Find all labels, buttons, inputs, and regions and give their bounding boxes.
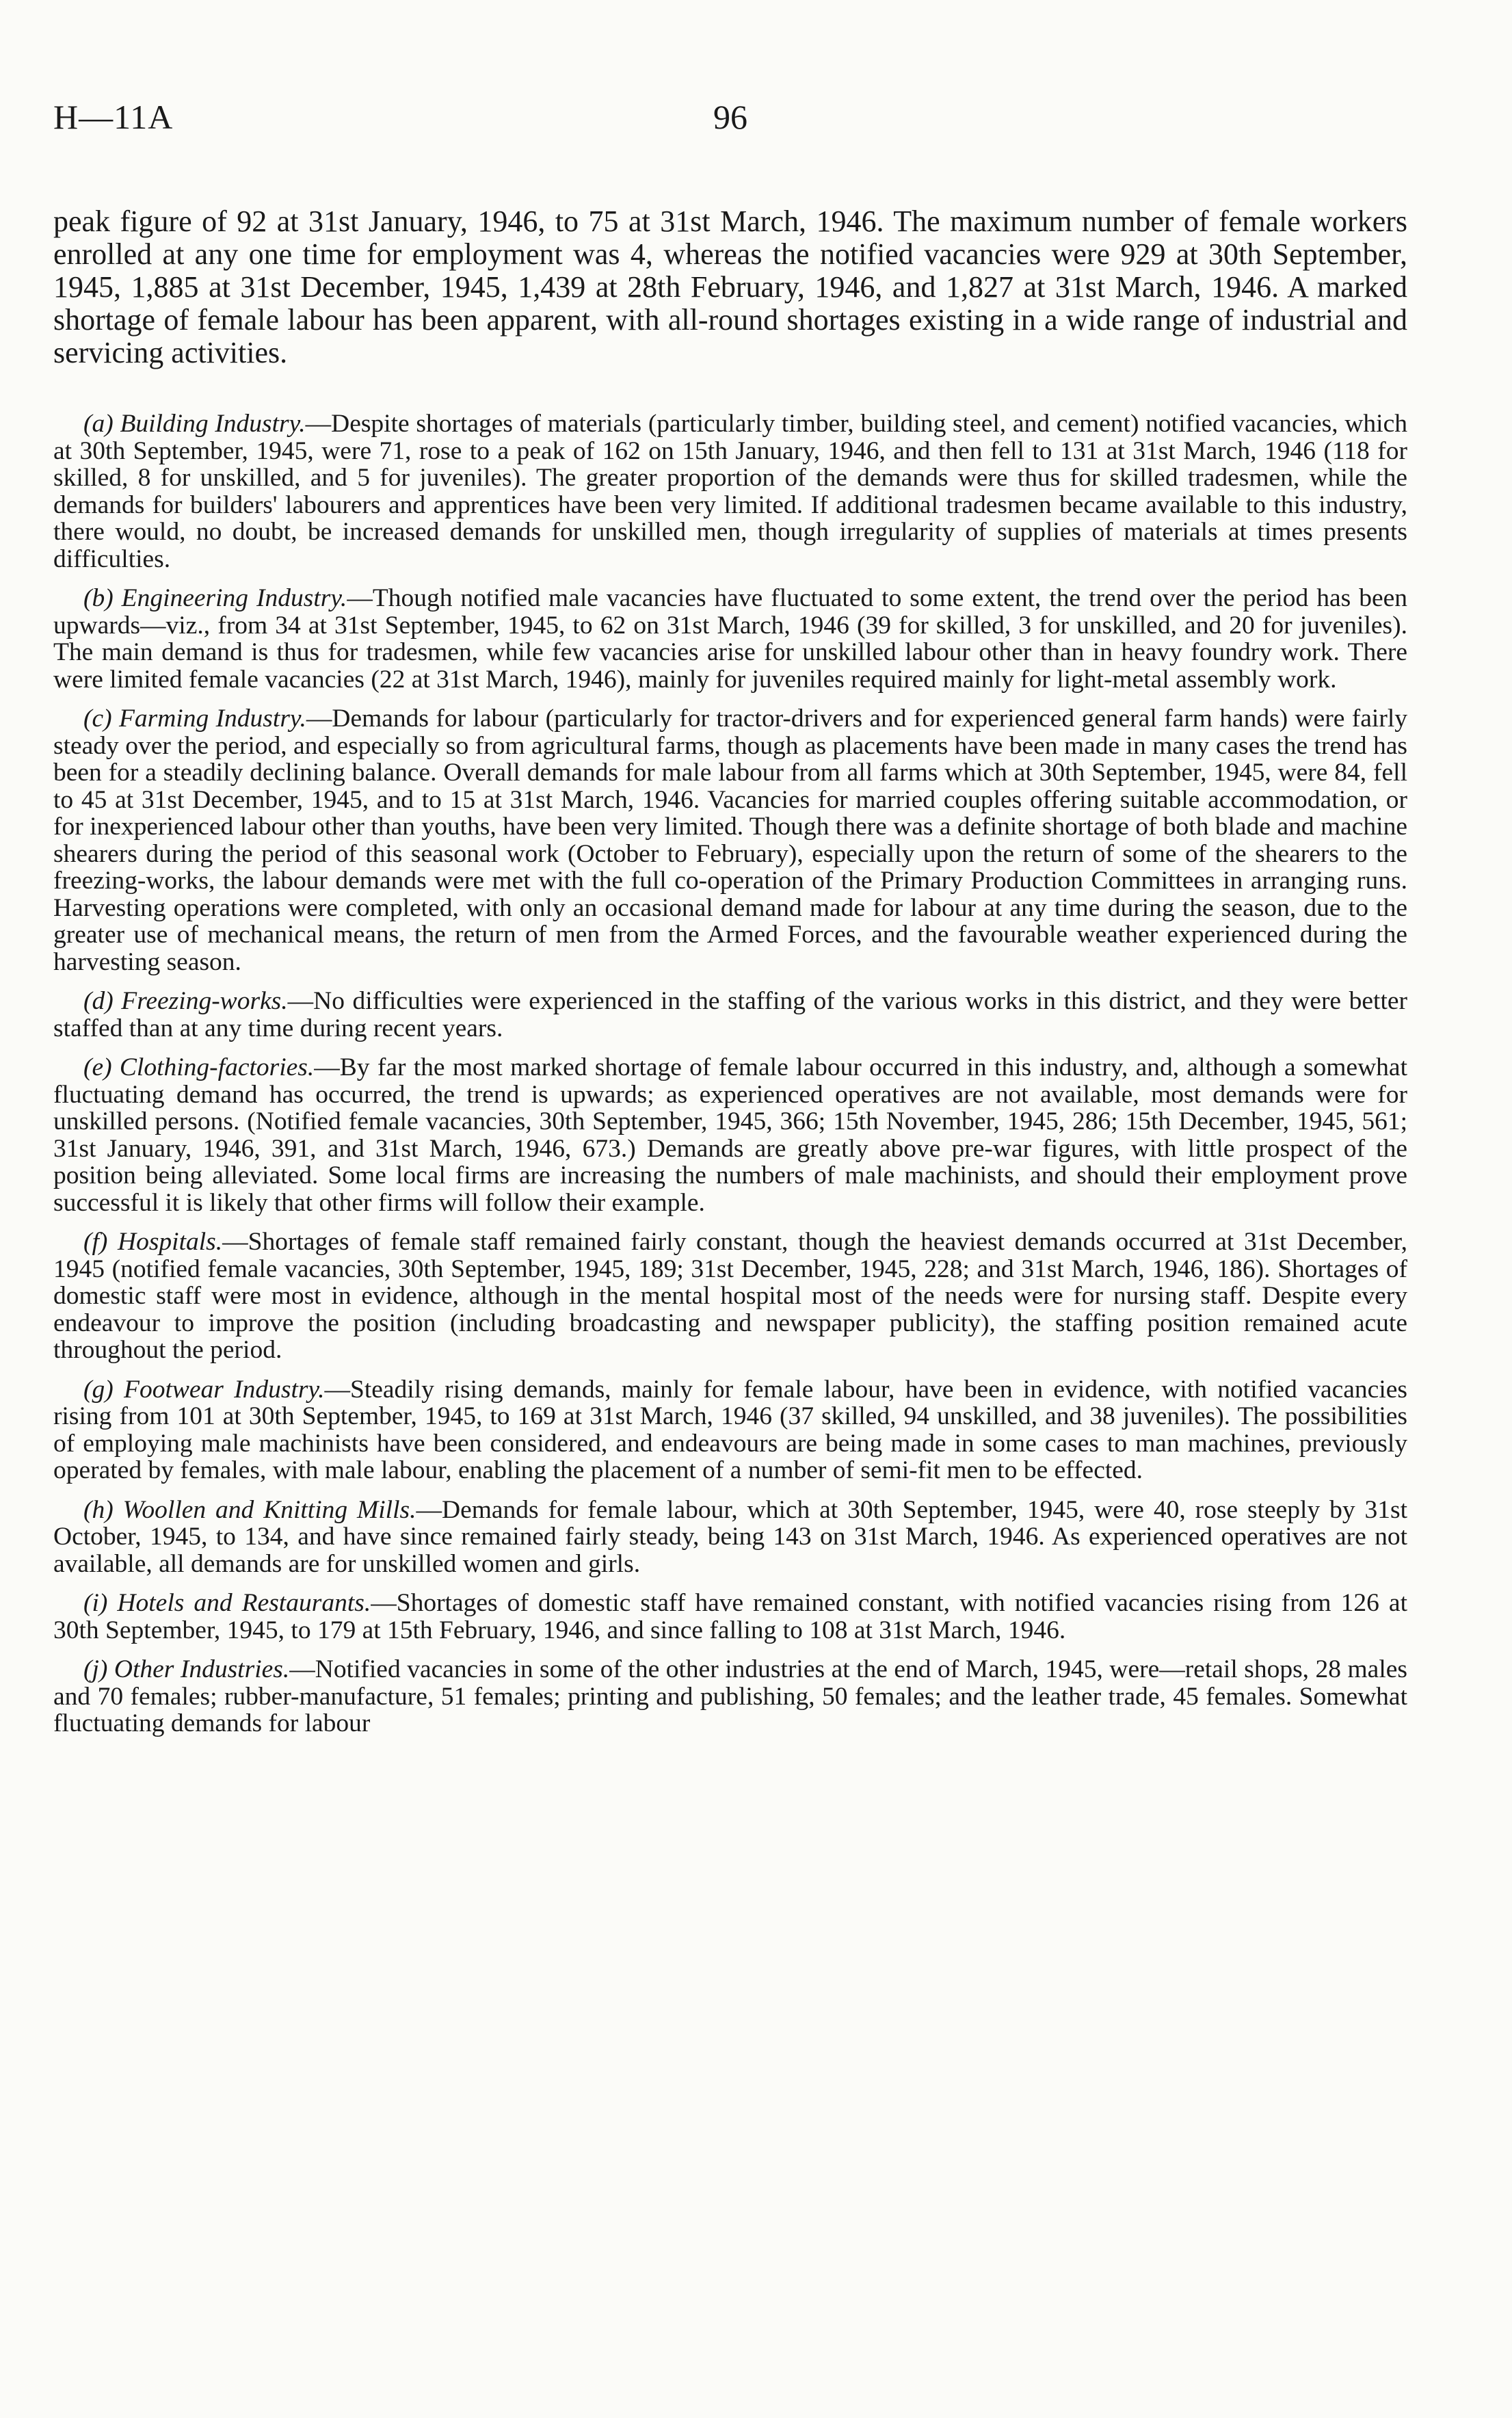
section-text: —Shortages of female staff remained fairly constant, though the heaviest demands occurred at 31st December, 1945 (notified female vacancies, 30th September, 1945, 189; 31st December, 1945, 228; and 31st March, 1946, 186). Shortages of domestic staff were most in evidence, although in the mental hospital most of the needs were for nursing staff. Despite every endeavour to improve the position (including broadcasting and newspaper publicity), the staffing position remained acute throughout the period. bbox=[53, 1228, 1407, 1364]
industry-sections bbox=[53, 410, 1407, 1750]
section-label: (g) Footwear Industry. bbox=[83, 1375, 325, 1404]
section-text: —Demands for labour (particularly for tractor-drivers and for experienced general farm hands) were fairly steady over the period, and especially so from agricultural farms, though as placements have been made in many cases the trend has been for a steadily declining balance. Overall demands for male labour from all farms which at 30th September, 1945, were 84, fell to 45 at 31st December, 1945, and to 15 at 31st March, 1946. Vacancies for married couples offering suitable accommodation, or for inexperienced labour other than youths, have been very limited. Though there was a definite shortage of both blade and machine shearers during the period of this seasonal work (October to February), especially upon the return of some of the shearers to the freezing-works, the labour demands were met with the full co-operation of the Primary Production Committees in arranging runs. Harvesting operations were completed, with only an occasional demand made for labour at any time during the season, due to the greater use of mechanical means, the return of men from the Armed Forces, and the favourable weather experienced during the harvesting season. bbox=[53, 705, 1408, 976]
section-label: (f) Hospitals. bbox=[83, 1228, 223, 1256]
section-label: (j) Other Industries. bbox=[83, 1655, 290, 1683]
section-label: (e) Clothing-factories. bbox=[83, 1053, 315, 1081]
section-text: —Notified vacancies in some of the other industries at the end of March, 1945, were—retail shops, 28 males and 70 females; rubber-manufacture, 51 females; printing and publishing, 50 females; and the leather trade, 45 females. Somewhat fluctuating demands for labour bbox=[53, 1655, 1407, 1737]
section-other-industries bbox=[53, 1656, 1407, 1737]
document-page bbox=[53, 89, 1408, 1737]
section-freezing-works bbox=[53, 988, 1407, 1042]
section-woollen-knitting bbox=[53, 1497, 1407, 1578]
section-hotels-restaurants bbox=[53, 1590, 1407, 1644]
section-footwear bbox=[53, 1376, 1407, 1484]
section-clothing-factories bbox=[53, 1054, 1407, 1216]
section-text: —Shortages of domestic staff have remained constant, with notified vacancies rising from 126 at 30th September, 1945, to 179 at 15th February, 1946, and since falling to 108 at 31st March, 1946. bbox=[53, 1589, 1407, 1644]
section-label: (b) Engineering Industry. bbox=[83, 584, 347, 612]
page-header bbox=[53, 89, 1407, 150]
section-hospitals bbox=[53, 1228, 1407, 1364]
section-text: —By far the most marked shortage of female labour occurred in this industry, and, although a somewhat fluctuating demand has occurred, the trend is upwards; as experienced operatives are not available, most demands were for unskilled persons. (Notified female vacancies, 30th September, 1945, 366; 15th November, 1945, 286; 15th December, 1945, 561; 31st January, 1946, 391, and 31st March, 1946, 673.) Demands are greatly above pre-war figures, with little prospect of the position being alleviated. Some local firms are increasing the numbers of male machinists, and should their employment prove successful it is likely that other firms will follow their example. bbox=[53, 1053, 1407, 1217]
section-label: (a) Building Industry. bbox=[83, 410, 306, 438]
page-number: 96 bbox=[713, 98, 747, 136]
section-engineering bbox=[53, 585, 1407, 693]
section-label: (d) Freezing-works. bbox=[83, 987, 288, 1015]
section-building bbox=[53, 410, 1407, 573]
section-text: —Despite shortages of materials (particularly timber, building steel, and cement) notified vacancies, which at 30th September, 1945, were 71, rose to a peak of 162 on 15th January, 1946, and then fell to 131 at 31st March, 1946 (118 for skilled, 8 for unskilled, and 5 for juveniles). The greater proportion of the demands were thus for skilled tradesmen, while the demands for builders' labourers and apprentices have been very limited. If additional tradesmen became available to this industry, there would, no doubt, be increased demands for unskilled men, though irregularity of supplies of materials at times presents difficulties. bbox=[53, 410, 1407, 573]
section-label: (i) Hotels and Restaurants. bbox=[83, 1589, 371, 1617]
section-text: —Demands for female labour, which at 30th September, 1945, were 40, rose steeply by 31st October, 1945, to 134, and have since remained fairly steady, being 143 on 31st March, 1946. As experienced operatives are not available, all demands are for unskilled women and girls. bbox=[53, 1495, 1408, 1578]
section-farming bbox=[53, 705, 1407, 975]
intro-paragraph: peak figure of 92 at 31st January, 1946, to 75 at 31st March, 1946. The maximum number of female workers enrolled at any one time for employment was 4, whereas the notified vacancies were 929 at 30th September, 1945, 1,885 at 31st December, 1945, 1,439 at 28th February, 1946, and 1,827 at 31st March, 1946. A marked shortage of female labour has been apparent, with all-round shortages existing in a wide range of industrial and servicing activities. bbox=[53, 205, 1407, 369]
section-text: —No difficulties were experienced in the staffing of the various works in this district, and they were better staffed than at any time during recent years. bbox=[53, 987, 1408, 1042]
section-label: (c) Farming Industry. bbox=[83, 705, 306, 733]
section-text: —Though notified male vacancies have fluctuated to some extent, the trend over the period has been upwards—viz., from 34 at 31st September, 1945, to 62 on 31st March, 1946 (39 for skilled, 3 for unskilled, and 20 for juveniles). The main demand is thus for tradesmen, while few vacancies arise for unskilled labour other than in heavy foundry work. There were limited female vacancies (22 at 31st March, 1946), mainly for juveniles required mainly for light-metal assembly work. bbox=[53, 584, 1407, 694]
section-label: (h) Woollen and Knitting Mills. bbox=[83, 1495, 416, 1524]
document-reference: H—11A bbox=[53, 98, 174, 136]
section-text: —Steadily rising demands, mainly for female labour, have been in evidence, with notified vacancies rising from 101 at 30th September, 1945, to 169 at 31st March, 1946 (37 skilled, 94 unskilled, and 38 juveniles). The possibilities of employing male machinists have been considered, and endeavours are being made in some cases to man machines, previously operated by females, with male labour, enabling the placement of a number of semi-fit men to be effected. bbox=[53, 1375, 1407, 1484]
